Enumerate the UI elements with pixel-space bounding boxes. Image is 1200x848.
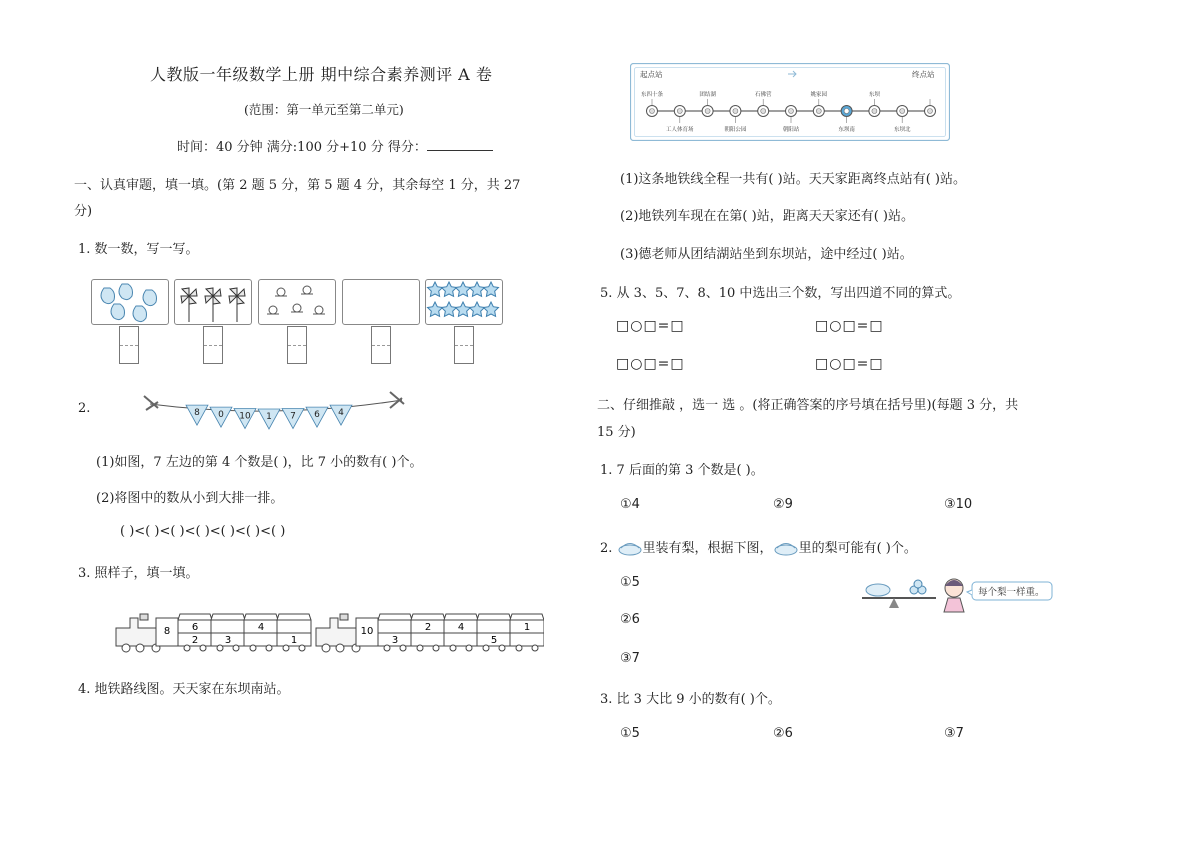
station-name: 朝阳站 — [782, 127, 800, 133]
score-blank[interactable] — [427, 138, 493, 151]
s2-q2-number: 2. — [600, 541, 613, 556]
train-car[interactable] — [211, 614, 245, 651]
s2-q1-text: 1. 7 后面的第 3 个数是( )。 — [600, 463, 764, 478]
pear-icon — [910, 580, 926, 594]
section1-heading-cont: 分) — [74, 204, 93, 219]
snail-icons — [259, 280, 335, 324]
star-icons — [426, 280, 502, 324]
q1-text: 1. 数一数，写一写。 — [78, 242, 199, 257]
answer-box-pears[interactable] — [119, 326, 139, 364]
car-top-number: 4 — [457, 622, 465, 633]
car-top-number: 4 — [257, 622, 265, 633]
bunting-flag-number: 8 — [194, 408, 200, 419]
car-top-number: 2 — [424, 622, 432, 633]
car-bottom-number: 2 — [191, 635, 199, 646]
q2-part2: (2)将图中的数从小到大排一排。 — [96, 491, 284, 506]
train-car[interactable] — [411, 614, 445, 651]
bunting-flag-number: 4 — [338, 408, 344, 419]
answer-box-stars[interactable] — [454, 326, 474, 364]
station-name: 东坝南 — [838, 127, 855, 133]
car-bottom-number: 1 — [290, 635, 298, 646]
bunting-flag — [306, 407, 328, 427]
basket-icon — [617, 541, 643, 557]
s2-q3-option-3[interactable]: ③7 — [944, 726, 964, 741]
answer-box-empty[interactable] — [371, 326, 391, 364]
number-bunting — [140, 386, 410, 432]
car-top-number: 1 — [523, 622, 531, 633]
station-name: 东四十条 — [640, 92, 664, 98]
train-car[interactable] — [444, 614, 478, 651]
q4-part1: (1)这条地铁线全程一共有( )站。天天家距离终点站有( )站。 — [620, 172, 966, 187]
station-name: 朝阳公园 — [724, 127, 747, 133]
q5-text: 5. 从 3、5、7、8、10 中选出三个数，写出四道不同的算式。 — [600, 286, 961, 301]
pinwheel-icons — [175, 280, 251, 324]
train-car[interactable] — [510, 614, 544, 651]
q5-formula-2[interactable]: □○□=□ — [815, 318, 884, 334]
q2-order-blanks[interactable]: ( )<( )<( )<( )<( )<( )<( ) — [120, 524, 286, 539]
basket-icon — [773, 541, 799, 557]
s2-q3-option-1[interactable]: ①5 — [620, 726, 640, 741]
train-engine — [116, 614, 178, 652]
exam-info — [177, 136, 493, 155]
train-car[interactable] — [477, 614, 511, 651]
picture-box-empty — [342, 279, 420, 325]
s2-q1-option-3[interactable]: ③10 — [944, 497, 973, 512]
picture-box-pinwheels — [174, 279, 252, 325]
q5-formula-4[interactable]: □○□=□ — [815, 356, 884, 372]
station-name: 团结湖 — [699, 92, 716, 98]
train-car[interactable] — [178, 614, 212, 651]
s2-q2-line — [600, 537, 917, 557]
answer-box-pinwheels[interactable] — [203, 326, 223, 364]
car-bottom-number: 3 — [224, 635, 232, 646]
station-name: 工人体育场 — [666, 127, 694, 133]
s2-q3-text: 3. 比 3 大比 9 小的数有( )个。 — [600, 692, 781, 707]
picture-box-snails — [258, 279, 336, 325]
q5-formula-3[interactable]: □○□=□ — [616, 356, 685, 372]
engine-number: 8 — [163, 626, 171, 637]
car-bottom-number: 3 — [391, 635, 399, 646]
answer-box-snails[interactable] — [287, 326, 307, 364]
engine-number: 10 — [360, 626, 374, 637]
bunting-flag — [210, 407, 232, 427]
bunting-flag-number: 1 — [266, 412, 272, 422]
end-station-label: 终点站 — [912, 70, 935, 79]
s2-q2-text-b: 里的梨可能有( )个。 — [798, 541, 917, 556]
picture-box-pears — [91, 279, 169, 325]
q2-number: 2. — [78, 401, 91, 416]
section2-heading-cont: 15 分) — [597, 425, 636, 440]
s2-q3-option-2[interactable]: ②6 — [773, 726, 793, 741]
q4-text: 4. 地铁路线图。天天家在东坝南站。 — [78, 682, 290, 697]
page-title: 人教版一年级数学上册 期中综合素养测评 A 卷 — [150, 65, 493, 84]
number-trains — [112, 606, 544, 654]
s2-q2-option-1[interactable]: ①5 — [620, 575, 640, 590]
q4-part2: (2)地铁列车现在在第( )站，距离天天家还有( )站。 — [620, 209, 914, 224]
exam-scope: (范围：第一单元至第二单元) — [244, 102, 404, 117]
balance-scale-illustration — [858, 574, 1058, 614]
station-name: 东坝北 — [893, 127, 911, 133]
s2-q2-option-3[interactable]: ③7 — [620, 651, 640, 666]
s2-q1-option-2[interactable]: ②9 — [773, 497, 793, 512]
section2-heading: 二、仔细推敲 ，选一 选 。(将正确答案的序号填在括号里)(每题 3 分，共 — [597, 398, 1019, 413]
station-name: 石佛营 — [754, 92, 772, 98]
s2-q1-option-1[interactable]: ①4 — [620, 497, 640, 512]
bunting-flag — [186, 405, 208, 425]
train-car[interactable] — [378, 614, 412, 651]
girl-icon — [944, 579, 964, 612]
exam-info-text: 时间：40 分钟 满分:100 分+10 分 得分： — [177, 140, 427, 155]
speech-bubble-text: 每个梨一样重。 — [978, 587, 1045, 598]
s2-q2-option-2[interactable]: ②6 — [620, 612, 640, 627]
s2-q2-text-a: 里装有梨，根据下图， — [642, 541, 773, 556]
start-station-label: 起点站 — [640, 70, 663, 79]
q5-formula-1[interactable]: □○□=□ — [616, 318, 685, 334]
station-name: 东坝 — [868, 92, 880, 98]
car-top-number: 6 — [191, 622, 199, 633]
q4-part3: (3)德老师从团结湖站坐到东坝站，途中经过( )站。 — [620, 247, 913, 262]
pear-icons — [92, 280, 168, 324]
bunting-flag — [282, 409, 304, 429]
train-car[interactable] — [244, 614, 278, 651]
bunting-flag-number: 7 — [290, 411, 296, 422]
bunting-flag-number: 6 — [314, 410, 320, 421]
picture-box-stars — [425, 279, 503, 325]
station-name: 姚家园 — [810, 92, 828, 98]
q3-text: 3. 照样子，填一填。 — [78, 566, 199, 581]
subway-map — [630, 63, 950, 141]
bunting-flag-number: 10 — [239, 411, 251, 422]
bunting-flag — [234, 409, 256, 429]
car-bottom-number: 5 — [490, 635, 498, 646]
section1-heading: 一、认真审题，填一填。(第 2 题 5 分，第 5 题 4 分，其余每空 1 分，共 27 — [74, 178, 521, 193]
q2-part1: (1)如图，7 左边的第 4 个数是( )，比 7 小的数有( )个。 — [96, 455, 423, 470]
train-engine — [316, 614, 378, 652]
bunting-flag-number: 0 — [218, 410, 224, 421]
basket-icon — [866, 584, 890, 596]
bunting-flag — [258, 409, 280, 429]
train-car[interactable] — [277, 614, 311, 651]
bunting-flag — [330, 405, 352, 425]
